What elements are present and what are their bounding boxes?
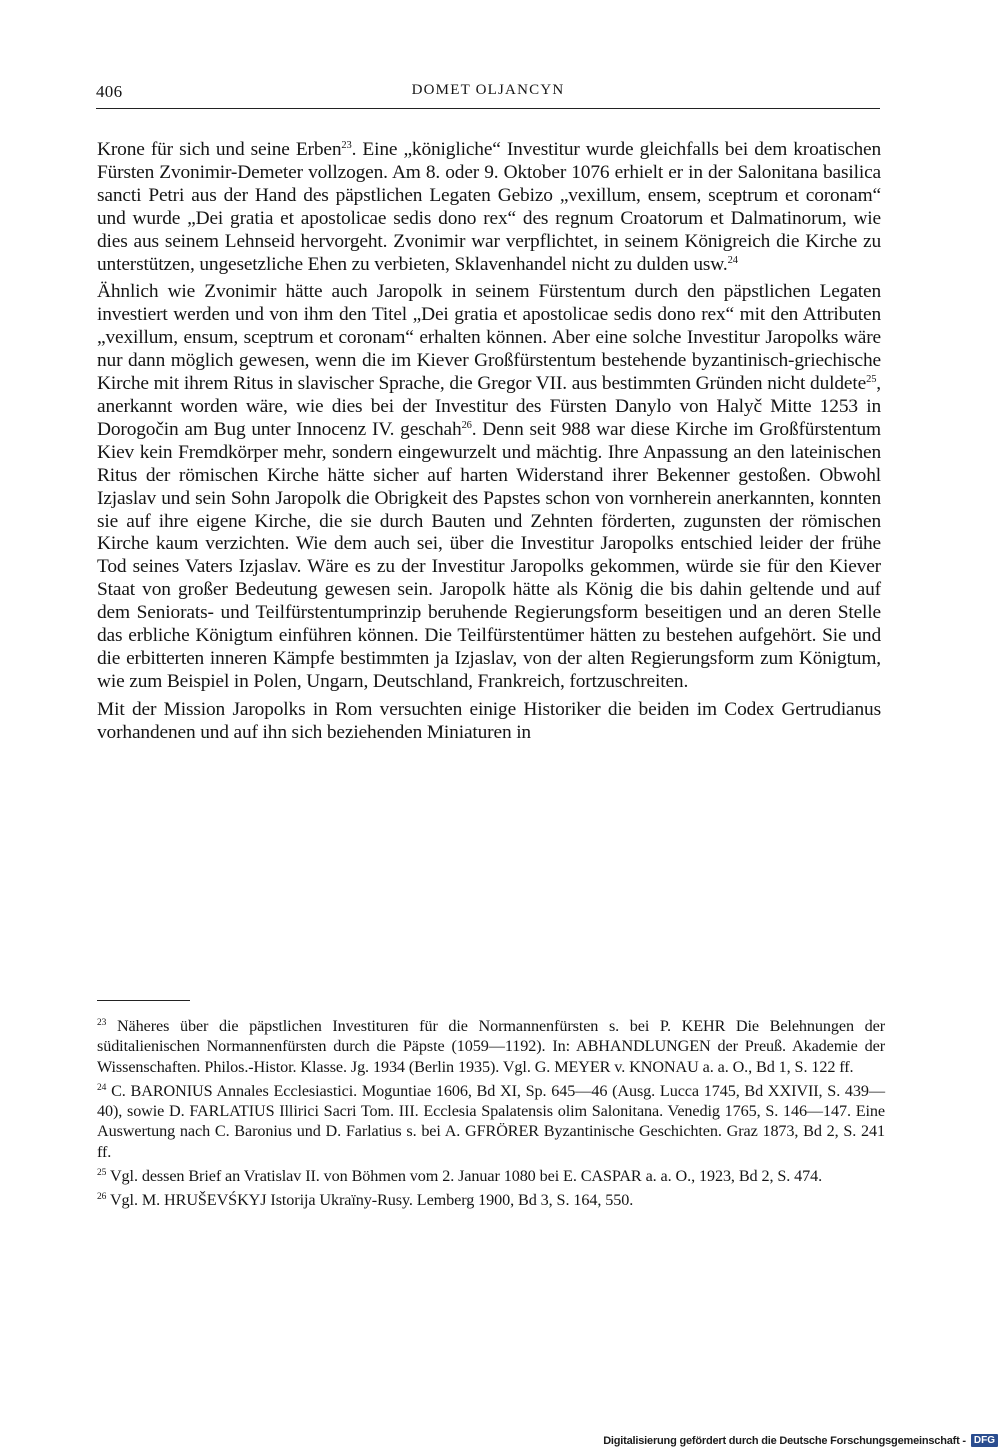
paragraph-text: . Eine „königliche“ Investitur wurde gleichfalls bei dem kroatischen Fürsten Zvonimir-Demeter vollzogen. Am 8. oder 9. Oktober 1076 erhielt er in der Salonitana basilica sancti Petri aus der Hand des päpstlichen Legaten Gebizo „vexillum, ensem, sceptrum et coronam“ und wurde „Dei gratia et apostolicae sedis dono rex“ des regnum Croatorum et Dalmatinorum, wie dies aus seinem Lehnseid hervorgeht. Zvonimir war verpflichtet, in seinem Königreich die Kirche zu unterstützen, ungesetzliche Ehen zu verbieten, Sklavenhandel nicht zu dulden usw.	[97, 139, 881, 275]
footnote-number: 24	[97, 1082, 107, 1093]
footnote-number: 25	[97, 1168, 107, 1179]
footnotes	[97, 1016, 885, 1211]
footnote-text: Vgl. M. HRUŠEVŚKYJ Istorija Ukraïny-Rusy. Lemberg 1900, Bd 3, S. 164, 550.	[106, 1191, 634, 1210]
footnote-ref-26[interactable]: 26	[461, 419, 472, 431]
paragraph-2	[97, 281, 881, 693]
footnote-text: C. BARONIUS Annales Ecclesiastici. Moguntiae 1606, Bd XI, Sp. 645—46 (Ausg. Lucca 1745, Bd XXIVII, S. 439—40), sowie D. FARLATIUS Illirici Sacri Tom. III. Ecclesia Spalatensis olim Salonitana. Venedig 1765, S. 146—147. Eine Auswertung nach C. Baronius und D. Farlatius s. bei A. GFRÖRER Byzantinische Geschichten. Graz 1873, Bd 2, S. 241 ff.	[97, 1081, 885, 1161]
paragraph-text: . Denn seit 988 war diese Kirche im Großfürstentum Kiev kein Fremdkörper mehr, sondern eingewurzelt und mächtig. Ihre Anpassung an den lateinischen Ritus der römischen Kirche hätte sicher auf harten Widerstand ihrer Bekenner gestoßen. Obwohl Izjaslav und sein Sohn Jaropolk die Obrigkeit des Papstes schon von vornherein anerkannten, konnten sie auf ihre eigene Kirche, die sie durch Bauten und Zehnten förderten, zugunsten der römischen Kirche kaum verzichten. Wie dem auch sei, über die Investitur Jaropolks entschied leider der frühe Tod seines Vaters Izjaslav. Wäre es zu der Investitur Jaropolks gekommen, würde sie für den Kiever Staat von großer Bedeutung gewesen sein. Jaropolk hätte als König die bis dahin geltende und auf dem Seniorats- und Teilfürstentumprinzip beruhende Regierungsform beseitigen und an deren Stelle das erbliche Königtum einführen können. Die Teilfürstentümer hätten zu bestehen aufgehört. Sie und die erbitterten inneren Kämpfe bestimmten ja Izjaslav, von der alten Regierungsform zum Königtum, wie zum Beispiel in Polen, Ungarn, Deutschland, Frankreich, fortzuschreiten.	[97, 418, 881, 692]
paragraph-1	[97, 139, 881, 276]
footnote-ref-25[interactable]: 25	[866, 374, 877, 386]
dfg-logo-icon[interactable]: DFG	[971, 1434, 998, 1447]
footnote-number: 23	[97, 1018, 107, 1028]
paragraph-text: Mit der Mission Jaropolks in Rom versuchten einige Historiker die beiden im Codex Gertrudianus vorhandenen und auf ihn sich beziehenden Miniaturen in	[97, 698, 881, 743]
paragraph-text: Ähnlich wie Zvonimir hätte auch Jaropolk in seinem Fürstentum durch den päpstlichen Legaten investiert werden und von ihm den Titel „Dei gratia et apostolicae sedis dono rex“ mit den Attributen „vexillum, ensum, sceptrum et coronam“ erhalten können. Aber eine solche Investitur Jaropolks wäre nur dann möglich gewesen, wenn die im Kiever Großfürstentum bestehende byzantinisch-griechische Kirche mit ihrem Ritus in slavischer Sprache, die Gregor VII. aus bestimmten Gründen nicht duldete	[97, 281, 881, 395]
footnote-ref-23[interactable]: 23	[341, 140, 352, 151]
footnote-23	[97, 1016, 885, 1077]
footnote-ref-24[interactable]: 24	[727, 254, 738, 266]
footnote-text: Vgl. dessen Brief an Vratislav II. von Böhmen vom 2. Januar 1080 bei E. CASPAR a. a. O., 1923, Bd 2, S. 474.	[106, 1167, 823, 1186]
page-number: 406	[96, 82, 123, 101]
paragraph-text: Krone für sich und seine Erben	[97, 139, 342, 160]
credit-text: Digitalisierung gefördert durch die Deutsche Forschungsgemeinschaft -	[603, 1434, 966, 1447]
paragraph-text: , anerkannt worden wäre, wie dies bei der Investitur des Fürsten Danylo von Halyč Mitte 1253 in Dorogočin am Bug unter Innocenz IV. geschah	[97, 373, 881, 440]
page-header	[96, 82, 880, 109]
digitization-credit	[600, 1430, 1000, 1451]
paragraph-3	[97, 699, 881, 745]
footnote-number: 26	[97, 1192, 107, 1203]
footnote-26	[97, 1190, 885, 1210]
running-head: DOMET OLJANCYN	[411, 82, 565, 98]
footnote-24	[97, 1081, 885, 1162]
footnote-text: Näheres über die päpstlichen Investituren für die Normannenfürsten s. bei P. KEHR Die Belehnungen der süditalienischen Normannenfürsten durch die Päpste (1059—1192). In: ABHANDLUNGEN der Preuß. Akademie der Wissenschaften. Philos.-Histor. Klasse. Jg. 1934 (Berlin 1935). Vgl. G. MEYER v. KNONAU a. a. O., Bd 1, S. 122 ff.	[97, 1017, 885, 1076]
footnote-25	[97, 1166, 885, 1186]
body-text	[97, 139, 881, 745]
footnote-separator	[97, 1000, 190, 1001]
